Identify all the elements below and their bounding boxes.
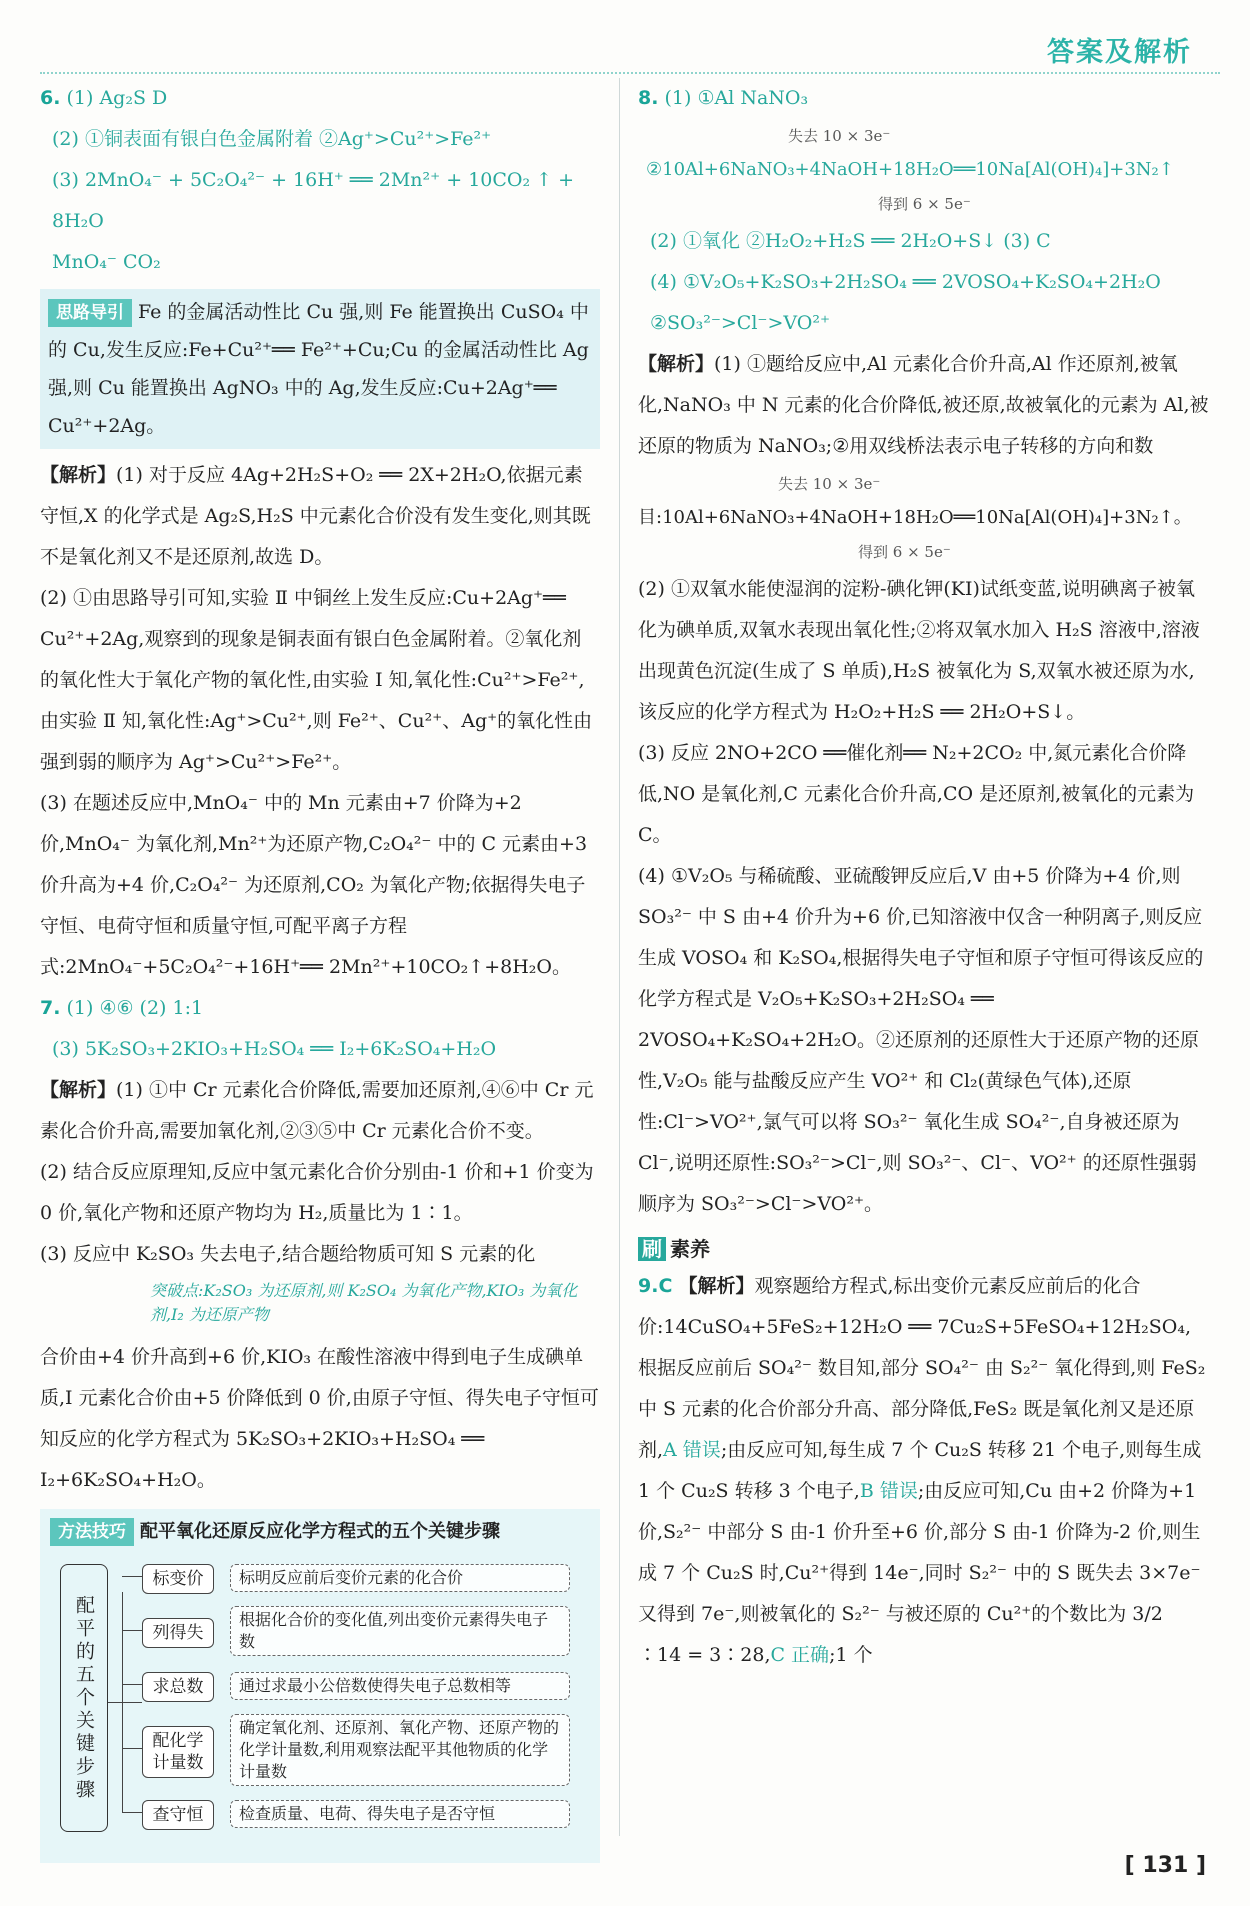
q6-line2: (2) ①铜表面有银白色金属附着 ②Ag⁺>Cu²⁺>Fe²⁺ — [52, 128, 492, 150]
method-tag: 方法技巧 — [50, 1518, 134, 1546]
q8-analysis-3: (3) 反应 2NO+2CO ══催化剂══ N₂+2CO₂ 中,氮元素化合价降低,NO 是氧化剂,C 元素化合价升高,CO 是还原剂,被氧化的元素为 C。 — [638, 742, 1195, 846]
option-c-verdict: C 正确 — [770, 1644, 830, 1666]
q6-line1: 6. (1) Ag₂S D — [40, 87, 168, 109]
guide-text: Fe 的金属活动性比 Cu 强,则 Fe 能置换出 CuSO₄ 中的 Cu,发生反应:Fe+Cu²⁺══ Fe²⁺+Cu;Cu 的金属活动性比 Ag 强,则 Cu 能置换出 AgNO₃ 中的 Ag,发生反应:Cu+2Ag⁺══ Cu²⁺+2Ag。 — [48, 301, 589, 437]
q7-analysis-3a: (3) 反应中 K₂SO₃ 失去电子,结合题给物质可知 S 元素的化 — [40, 1243, 536, 1265]
q9-number: 9. — [638, 1275, 659, 1297]
section-key: 刷 — [638, 1237, 666, 1261]
q7-line2: (3) 5K₂SO₃+2KIO₃+H₂SO₄ ══ I₂+6K₂SO₄+H₂O — [52, 1038, 497, 1060]
section-label: 素养 — [670, 1237, 710, 1261]
breakthrough-note: 突破点:K₂SO₃ 为还原剂,则 K₂SO₄ 为氧化产物,KIO₃ 为氧化剂,I₂ 为还原产物 — [150, 1281, 578, 1324]
q7-analysis-1: 【解析】(1) ①中 Cr 元素化合价降低,需要加还原剂,④⑥中 Cr 元素化合价升高,需要加氧化剂,②③⑤中 Cr 元素化合价不变。 — [40, 1079, 594, 1142]
q6-number: 6. — [40, 87, 61, 109]
step-desc: 根据化合价的变化值,列出变价元素得失电子数 — [230, 1606, 570, 1656]
method-flowchart — [50, 1556, 590, 1851]
flow-connector — [122, 1684, 142, 1685]
step-desc: 检查质量、电荷、得失电子是否守恒 — [230, 1800, 570, 1828]
step-name: 求总数 — [142, 1672, 214, 1702]
lose-label: 失去 10 × 3e⁻ — [788, 127, 891, 145]
q8-bridge-1 — [638, 119, 1210, 221]
bridge-equation: 目:10Al+6NaNO₃+4NaOH+18H₂O══10Na[Al(OH)₄]+3N₂↑。 — [638, 507, 1192, 528]
q6-analysis-1: 【解析】(1) 对于反应 4Ag+2H₂S+O₂ ══ 2X+2H₂O,依据元素守恒,X 的化学式是 Ag₂S,H₂S 中元素化合价没有发生变化,则其既不是氧化剂又不是还原剂,故选 D。 — [40, 464, 591, 568]
gain-label: 得到 6 × 5e⁻ — [858, 543, 951, 561]
q8-line4: ②SO₃²⁻>Cl⁻>VO²⁺ — [650, 312, 830, 334]
section-header — [638, 1233, 1210, 1262]
flow-connector — [122, 1812, 142, 1813]
q9-analysis: 9.C 【解析】观察题给方程式,标出变价元素反应前后的化合价:14CuSO₄+5FeS₂+12H₂O ══ 7Cu₂S+5FeSO₄+12H₂SO₄,根据反应前后 SO₄²⁻ 数目知,部分 SO₄²⁻ 由 S₂²⁻ 氧化得到,则 FeS₂ 中 S 元素的化合价部分升高、部分降低,FeS₂ 既是氧化剂又是还原剂,A 错误;由反应可知,每生成 7 个 Cu₂S 转移 21 个电子,则每生成 1 个 Cu₂S 转移 3 个电子,B 错误;由反应可知,Cu 由+2 价降为+1 价,S₂²⁻ 中部分 S 由-1 价升至+6 价,部分 S 由-1 价降为-2 价,则生成 7 个 Cu₂S 时,Cu²⁺得到 14e⁻,同时 S₂²⁻ 中的 S 既失去 3×7e⁻ 又得到 7e⁻,则被氧化的 S₂²⁻ 与被还原的 Cu²⁺的个数比为 3/2 ∶14 = 3∶28,C 正确;1 个 — [638, 1275, 1206, 1666]
bridge-equation: ②10Al+6NaNO₃+4NaOH+18H₂O══10Na[Al(OH)₄]+3N₂↑ — [646, 159, 1174, 180]
step-desc: 标明反应前后变价元素的化合价 — [230, 1564, 570, 1592]
q6-analysis-3: (3) 在题述反应中,MnO₄⁻ 中的 Mn 元素由+7 价降为+2 价,MnO₄⁻ 为氧化剂,Mn²⁺为还原产物,C₂O₄²⁻ 中的 C 元素由+3 价升高为+4 价,C₂O₄²⁻ 为还原剂,CO₂ 为氧化产物;依据得失电子守恒、电荷守恒和质量守恒,可配平离子方程式:2MnO₄⁻+5C₂O₄²⁻+16H⁺══ 2Mn²⁺+10CO₂↑+8H₂O。 — [40, 792, 588, 978]
step-name: 标变价 — [142, 1564, 214, 1594]
q6-analysis-2: (2) ①由思路导引可知,实验 Ⅱ 中铜丝上发生反应:Cu+2Ag⁺══ Cu²⁺+2Ag,观察到的现象是铜表面有银白色金属附着。②氧化剂的氧化性大于氧化产物的氧化性,由实验 Ⅰ 知,氧化性:Cu²⁺>Fe²⁺,由实验 Ⅱ 知,氧化性:Ag⁺>Cu²⁺,则 Fe²⁺、Cu²⁺、Ag⁺的氧化性由强到弱的顺序为 Ag⁺>Cu²⁺>Fe²⁺。 — [40, 587, 593, 773]
flow-side-label: 配平的五个关键步骤 — [60, 1564, 108, 1832]
q6-line3: (3) 2MnO₄⁻ + 5C₂O₄²⁻ + 16H⁺ ══ 2Mn²⁺ + 10CO₂ ↑ + 8H₂O — [52, 169, 575, 232]
method-header — [50, 1517, 590, 1546]
q8-number: 8. — [638, 87, 659, 109]
flow-connector — [122, 1630, 142, 1631]
q7-number: 7. — [40, 997, 61, 1019]
q8-analysis-2: (2) ①双氧水能使湿润的淀粉-碘化钾(KI)试纸变蓝,说明碘离子被氧化为碘单质,双氧水表现出氧化性;②将双氧水加入 H₂S 溶液中,溶液出现黄色沉淀(生成了 S 单质),H₂S 被氧化为 S,双氧水被还原为水,该反应的化学方程式为 H₂O₂+H₂S ══ 2H₂O+S↓。 — [638, 578, 1200, 723]
flow-connector — [122, 1748, 142, 1749]
q7-analysis-3b: 合价由+4 价升高到+6 价,KIO₃ 在酸性溶液中得到电子生成碘单质,I 元素化合价由+5 价降低到 0 价,由原子守恒、得失电子守恒可知反应的化学方程式为 5K₂SO₃+2KIO₃+H₂SO₄ ══ I₂+6K₂SO₄+H₂O。 — [40, 1346, 599, 1491]
flow-connector — [108, 1702, 142, 1703]
step-name: 列得失 — [142, 1618, 214, 1648]
q8-analysis-1: 【解析】(1) ①题给反应中,Al 元素化合价升高,Al 作还原剂,被氧化,NaNO₃ 中 N 元素的化合价降低,被还原,故被氧化的元素为 Al,被还原的物质为 NaNO₃;②用双线桥法表示电子转移的方向和数 — [638, 353, 1209, 457]
lose-label: 失去 10 × 3e⁻ — [778, 475, 881, 493]
step-name: 配化学计量数 — [142, 1726, 214, 1778]
step-desc: 通过求最小公倍数使得失电子总数相等 — [230, 1672, 570, 1700]
step-name: 查守恒 — [142, 1800, 214, 1830]
left-column — [40, 78, 600, 1863]
gain-label: 得到 6 × 5e⁻ — [878, 195, 971, 213]
page-header-title: 答案及解析 — [1047, 37, 1192, 68]
q7-analysis-2: (2) 结合反应原理知,反应中氢元素化合价分别由-1 价和+1 价变为 0 价,氧化产物和还原产物均为 H₂,质量比为 1∶1。 — [40, 1161, 594, 1224]
q8-line2: (2) ①氧化 ②H₂O₂+H₂S ══ 2H₂O+S↓ (3) C — [650, 230, 1051, 252]
method-title: 配平氧化还原反应化学方程式的五个关键步骤 — [140, 1521, 500, 1542]
q8-line1: 8. (1) ①Al NaNO₃ — [638, 87, 809, 109]
q8-line3: (4) ①V₂O₅+K₂SO₃+2H₂SO₄ ══ 2VOSO₄+K₂SO₄+2H₂O — [650, 271, 1161, 293]
q8-analysis-4: (4) ①V₂O₅ 与稀硫酸、亚硫酸钾反应后,V 由+5 价降为+4 价,则 SO₃²⁻ 中 S 由+4 价升为+6 价,已知溶液中仅含一种阴离子,则反应生成 VOSO₄ 和 K₂SO₄,根据得失电子守恒和原子守恒可得该反应的化学方程式是 V₂O₅+K₂SO₃+2H₂SO₄ ══ 2VOSO₄+K₂SO₄+2H₂O。②还原剂的还原性大于还原产物的还原性,V₂O₅ 能与盐酸反应产生 VO²⁺ 和 Cl₂(黄绿色气体),还原性:Cl⁻>VO²⁺,氯气可以将 SO₃²⁻ 氧化生成 SO₄²⁻,自身被还原为 Cl⁻,说明还原性:SO₃²⁻>Cl⁻,则 SO₃²⁻、Cl⁻、VO²⁺ 的还原性强弱顺序为 SO₃²⁻>Cl⁻>VO²⁺。 — [638, 865, 1204, 1215]
step-desc: 确定氧化剂、还原剂、氧化产物、还原产物的化学计量数,利用观察法配平其他物质的化学计量数 — [230, 1714, 570, 1786]
column-divider — [619, 78, 620, 1836]
right-column — [638, 78, 1210, 1676]
q6-line4: MnO₄⁻ CO₂ — [52, 251, 161, 273]
q9-answer: C — [658, 1275, 673, 1297]
flow-connector — [122, 1576, 142, 1577]
q7-line1: 7. (1) ④⑥ (2) 1:1 — [40, 997, 204, 1019]
q8-bridge-2 — [638, 467, 1210, 569]
q6-guide-box — [40, 289, 600, 449]
guide-tag: 思路导引 — [48, 299, 132, 327]
option-a-verdict: A 错误 — [663, 1439, 721, 1461]
option-b-verdict: B 错误 — [859, 1480, 918, 1502]
page-number: [ 131 ] — [1124, 1853, 1206, 1878]
header-divider — [40, 72, 1220, 74]
method-box — [40, 1509, 600, 1863]
